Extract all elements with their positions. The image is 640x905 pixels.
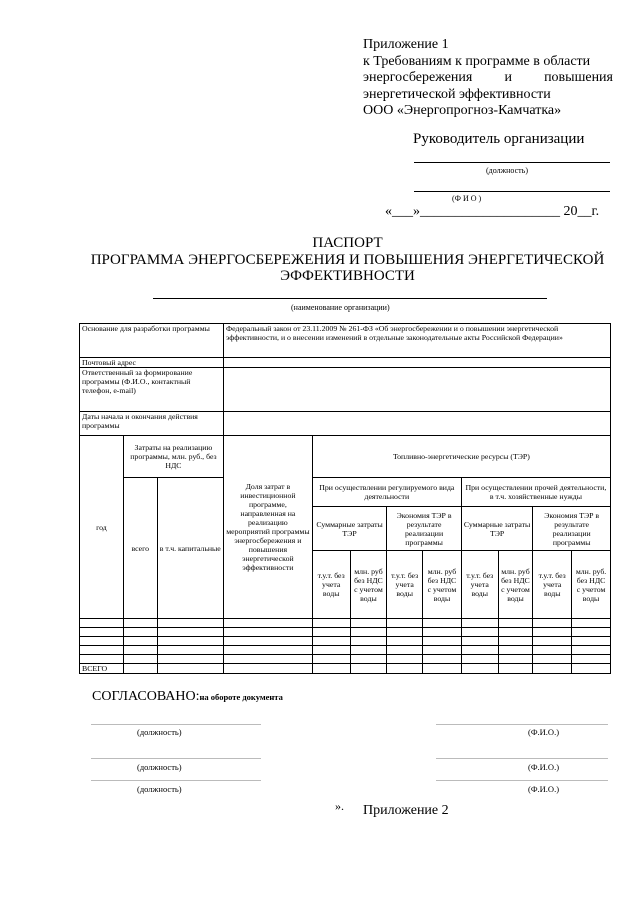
postal-label: Почтовый адрес bbox=[80, 358, 224, 368]
regulated-savings: Экономия ТЭР в результате реализации программы bbox=[387, 507, 462, 551]
approval-date-line: «___»____________________ 20__г. bbox=[385, 204, 600, 219]
postal-value bbox=[223, 358, 610, 368]
dates-label: Даты начала и окончания действия программы bbox=[80, 412, 224, 436]
organization-caption: (наименование организации) bbox=[291, 303, 390, 312]
unit-rub: млн. руб без НДС с учетом воды bbox=[350, 551, 387, 619]
agreement-position-line-1 bbox=[91, 724, 261, 725]
basis-value: Федеральный закон от 23.11.2009 № 261-ФЗ «Об энергосбережении и о повышении энергетической эффективности, и о внесении изменений в отдельные законодательные акты Российской Федерации» bbox=[223, 324, 610, 358]
responsible-label: Ответственный за формирование программы (Ф.И.О., контактный телефон, e-mail) bbox=[80, 368, 224, 412]
agreement-fio-line-2 bbox=[436, 758, 608, 759]
agreement-heading bbox=[92, 687, 283, 705]
costs-total-header: всего bbox=[123, 478, 157, 619]
appendix-line-4: энергетической эффективности bbox=[363, 86, 551, 102]
other-activity-header: При осуществлении прочей деятельности, в т.ч. хозяйственные нужды bbox=[461, 478, 610, 507]
agreement-position-caption-2: (должность) bbox=[137, 762, 182, 772]
share-header: Доля затрат в инвестиционной программе, направленная на реализацию мероприятий программы энергосбережения и повышения энергетической эффективности bbox=[223, 436, 312, 619]
agreement-fio-caption-3: (Ф.И.О.) bbox=[528, 784, 560, 794]
passport-table bbox=[79, 323, 611, 674]
head-of-organization-label: Руководитель организации bbox=[413, 131, 585, 147]
unit-tut: т.у.т. без учета воды bbox=[312, 551, 350, 619]
regulated-sum-costs: Суммарные затраты ТЭР bbox=[312, 507, 387, 551]
table-row bbox=[80, 619, 611, 628]
agreement-position-line-2 bbox=[91, 758, 261, 759]
unit-tut: т.у.т. без учета воды bbox=[387, 551, 423, 619]
total-row bbox=[80, 664, 611, 674]
responsible-value bbox=[223, 368, 610, 412]
agreement-fio-caption-1: (Ф.И.О.) bbox=[528, 727, 560, 737]
table-row bbox=[80, 637, 611, 646]
agreement-label: СОГЛАСОВАНО: bbox=[92, 689, 200, 704]
organization-name-line bbox=[153, 298, 547, 299]
appendix-word: повышения bbox=[544, 70, 613, 85]
appendix-word: энергосбережения bbox=[363, 70, 473, 85]
unit-rub: млн. руб. без НДС с учетом воды bbox=[572, 551, 611, 619]
basis-label: Основание для разработки программы bbox=[80, 324, 224, 358]
regulated-activity-header: При осуществлении регулируемого вида деятельности bbox=[312, 478, 461, 507]
grand-total-label: ВСЕГО bbox=[80, 664, 124, 674]
program-title-cont: ЭФФЕКТИВНОСТИ bbox=[280, 268, 415, 284]
passport-title: ПАСПОРТ bbox=[312, 235, 383, 251]
agreement-position-caption-3: (должность) bbox=[137, 784, 182, 794]
table-row bbox=[80, 646, 611, 655]
table-row bbox=[80, 655, 611, 664]
appendix-line-1: Приложение 1 bbox=[363, 37, 449, 52]
agreement-fio-line-3 bbox=[436, 780, 608, 781]
appendix-line-5: ООО «Энергопрогноз-Камчатка» bbox=[363, 103, 562, 118]
fio-signature-line bbox=[414, 191, 610, 192]
other-savings: Экономия ТЭР в результате реализации программы bbox=[533, 507, 611, 551]
costs-header: Затраты на реализацию программы, млн. руб., без НДС bbox=[123, 436, 223, 478]
agreement-position-caption-1: (должность) bbox=[137, 727, 182, 737]
year-header: год bbox=[80, 436, 124, 619]
agreement-fio-caption-2: (Ф.И.О.) bbox=[528, 762, 560, 772]
appendix-line-2: к Требованиям к программе в области bbox=[363, 53, 591, 69]
closing-quote-mark: ». bbox=[335, 799, 344, 813]
agreement-note: на обороте документа bbox=[199, 692, 283, 702]
fer-header: Топливно-энергетические ресурсы (ТЭР) bbox=[312, 436, 610, 478]
appendix-block bbox=[363, 37, 613, 120]
appendix-word: и bbox=[504, 70, 512, 85]
appendix-2-label: Приложение 2 bbox=[363, 803, 449, 818]
unit-rub: млн. руб без НДС с учетом воды bbox=[498, 551, 533, 619]
fio-caption: (Ф И О ) bbox=[452, 194, 482, 203]
program-title: ПРОГРАММА ЭНЕРГОСБЕРЕЖЕНИЯ И ПОВЫШЕНИЯ ЭНЕРГЕТИЧЕСКОЙ bbox=[90, 252, 605, 268]
appendix-line-3 bbox=[363, 70, 613, 87]
unit-tut: т.у.т. без учета воды bbox=[461, 551, 498, 619]
position-signature-line bbox=[414, 162, 610, 163]
unit-tut: т.у.т. без учета воды bbox=[533, 551, 572, 619]
position-caption: (должность) bbox=[486, 166, 528, 175]
costs-capital-header: в т.ч. капитальные bbox=[157, 478, 223, 619]
agreement-fio-line-1 bbox=[436, 724, 608, 725]
unit-rub: млн. руб без НДС с учетом воды bbox=[423, 551, 462, 619]
agreement-position-line-3 bbox=[91, 780, 261, 781]
other-sum-costs: Суммарные затраты ТЭР bbox=[461, 507, 532, 551]
table-row bbox=[80, 628, 611, 637]
dates-value bbox=[223, 412, 610, 436]
